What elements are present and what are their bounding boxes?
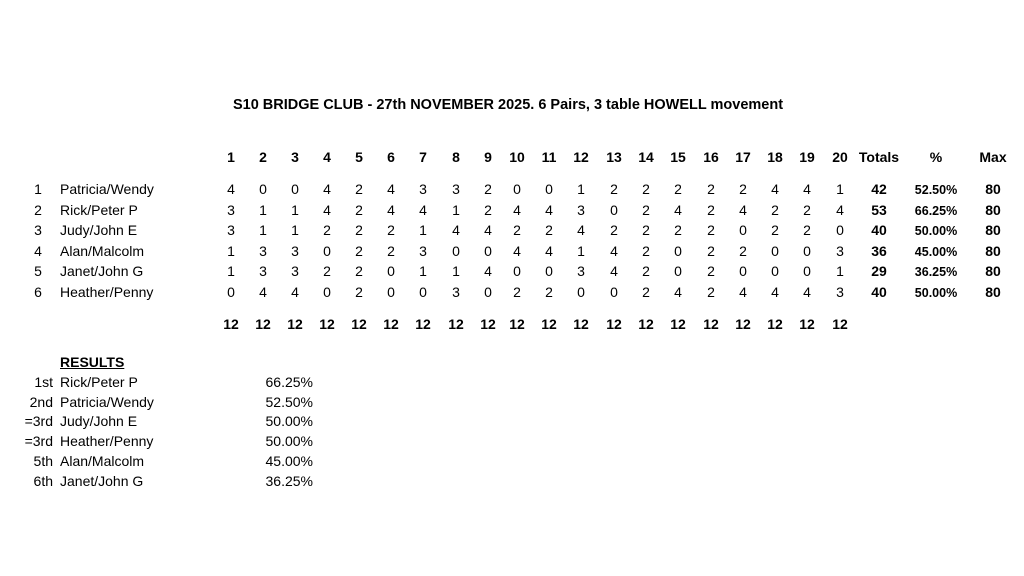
score-cell: 4 [227, 181, 235, 197]
score-cell: 1 [291, 222, 299, 239]
score-cell: 4 [323, 201, 331, 218]
score-cell: 2 [545, 284, 553, 300]
score-cell: 4 [323, 181, 331, 197]
score-cell: 1 [452, 201, 460, 218]
score-cell: 2 [484, 201, 492, 218]
board-header: 12 [573, 149, 589, 165]
score-cell: 0 [771, 242, 779, 259]
board-total: 12 [670, 316, 686, 332]
board-header: 18 [767, 149, 783, 165]
board-header: 3 [291, 149, 299, 165]
pair-number: 2 [34, 201, 42, 218]
board-header: 7 [419, 149, 427, 165]
score-cell: 3 [227, 222, 235, 239]
score-cell: 0 [739, 222, 747, 239]
pair-number: 4 [34, 242, 42, 259]
score-cell: 2 [642, 181, 650, 197]
board-total: 12 [638, 316, 654, 332]
score-cell: 2 [739, 242, 747, 259]
board-total: 12 [223, 316, 239, 332]
score-cell: 2 [707, 284, 715, 300]
score-cell: 0 [610, 284, 618, 300]
pair-total: 29 [871, 263, 887, 280]
result-percent: 36.25% [265, 472, 313, 489]
score-cell: 0 [545, 263, 553, 280]
score-cell: 0 [323, 284, 331, 300]
pair-max: 80 [985, 201, 1001, 218]
board-header: 13 [606, 149, 622, 165]
pair-name: Patricia/Wendy [60, 181, 154, 197]
score-cell: 0 [419, 284, 427, 300]
score-cell: 2 [387, 222, 395, 239]
board-total: 12 [573, 316, 589, 332]
score-cell: 3 [836, 284, 844, 300]
result-percent: 45.00% [265, 452, 313, 469]
score-cell: 0 [513, 263, 521, 280]
score-cell: 3 [419, 242, 427, 259]
pair-name: Alan/Malcolm [60, 242, 145, 259]
score-cell: 1 [577, 242, 585, 259]
score-cell: 2 [803, 201, 811, 218]
board-header: 19 [799, 149, 815, 165]
board-total: 12 [319, 316, 335, 332]
board-header: 17 [735, 149, 751, 165]
score-cell: 1 [227, 242, 235, 259]
score-cell: 2 [707, 242, 715, 259]
board-total: 12 [480, 316, 496, 332]
score-cell: 1 [259, 222, 267, 239]
pair-percent: 66.25% [914, 203, 958, 218]
pair-percent: 50.00% [914, 286, 958, 300]
score-cell: 0 [259, 181, 267, 197]
score-cell: 2 [323, 222, 331, 239]
score-cell: 4 [771, 284, 779, 300]
results-title: RESULTS [60, 354, 125, 370]
score-cell: 4 [452, 222, 460, 239]
score-cell: 4 [545, 201, 553, 218]
score-cell: 2 [642, 242, 650, 259]
result-name: Heather/Penny [60, 433, 154, 450]
board-header: 11 [541, 149, 557, 165]
score-cell: 0 [291, 181, 299, 197]
score-cell: 4 [484, 263, 492, 280]
score-cell: 2 [610, 222, 618, 239]
pair-total: 53 [871, 201, 887, 218]
score-cell: 0 [674, 263, 682, 280]
board-total: 12 [703, 316, 719, 332]
score-cell: 3 [259, 263, 267, 280]
score-cell: 1 [259, 201, 267, 218]
score-cell: 0 [803, 263, 811, 280]
page-title-text: S10 BRIDGE CLUB - 27th NOVEMBER 2025. 6 Pairs, 3 table HOWELL movement [232, 97, 784, 113]
result-rank: =3rd [24, 433, 53, 450]
score-cell: 0 [513, 181, 521, 197]
board-header: 15 [670, 149, 686, 165]
board-total: 12 [255, 316, 271, 332]
pair-max: 80 [985, 222, 1001, 239]
pair-max: 80 [985, 181, 1001, 197]
score-cell: 2 [674, 222, 682, 239]
score-cell: 0 [836, 222, 844, 239]
score-cell: 4 [577, 222, 585, 239]
result-percent: 50.00% [265, 413, 313, 430]
pair-number: 3 [34, 222, 42, 239]
score-cell: 4 [545, 242, 553, 259]
score-cell: 0 [323, 242, 331, 259]
score-cell: 2 [642, 263, 650, 280]
score-cell: 4 [610, 263, 618, 280]
score-cell: 4 [387, 181, 395, 197]
result-name: Judy/John E [60, 413, 138, 430]
score-cell: 3 [291, 242, 299, 259]
board-total: 12 [351, 316, 367, 332]
score-cell: 0 [484, 242, 492, 259]
score-cell: 2 [674, 181, 682, 197]
score-cell: 0 [610, 201, 618, 218]
pair-number: 6 [34, 284, 42, 300]
board-header: 10 [509, 149, 525, 165]
score-cell: 1 [452, 263, 460, 280]
score-cell: 1 [836, 263, 844, 280]
result-percent: 50.00% [265, 433, 313, 450]
score-cell: 3 [577, 263, 585, 280]
pair-total: 40 [871, 222, 887, 239]
score-cell: 3 [227, 201, 235, 218]
score-cell: 4 [674, 201, 682, 218]
pair-name: Judy/John E [60, 222, 138, 239]
board-total: 12 [448, 316, 464, 332]
score-cell: 2 [484, 181, 492, 197]
score-cell: 2 [513, 284, 521, 300]
totals-header: Totals [858, 149, 900, 165]
page-title [0, 97, 1024, 113]
score-cell: 0 [577, 284, 585, 300]
result-percent: 66.25% [265, 374, 313, 390]
result-name: Rick/Peter P [60, 374, 138, 390]
score-cell: 3 [577, 201, 585, 218]
max-header: Max [979, 149, 1007, 165]
pair-max: 80 [985, 242, 1001, 259]
pair-total: 42 [871, 181, 887, 197]
pair-max: 80 [985, 263, 1001, 280]
score-cell: 2 [513, 222, 521, 239]
result-rank: 1st [34, 374, 53, 390]
score-cell: 4 [771, 181, 779, 197]
result-rank: 6th [33, 472, 53, 489]
score-cell: 2 [642, 201, 650, 218]
score-cell: 3 [259, 242, 267, 259]
score-cell: 4 [674, 284, 682, 300]
board-total: 12 [767, 316, 783, 332]
board-header: 20 [832, 149, 848, 165]
result-rank: 2nd [29, 393, 53, 410]
score-cell: 4 [259, 284, 267, 300]
score-cell: 2 [355, 263, 363, 280]
score-cell: 0 [545, 181, 553, 197]
pair-max: 80 [985, 284, 1001, 300]
score-cell: 4 [513, 242, 521, 259]
score-cell: 1 [419, 222, 427, 239]
score-cell: 2 [610, 181, 618, 197]
board-header: 4 [323, 149, 331, 165]
score-cell: 2 [803, 222, 811, 239]
score-cell: 0 [387, 284, 395, 300]
score-cell: 4 [803, 181, 811, 197]
result-rank: 5th [33, 452, 53, 469]
board-total: 12 [606, 316, 622, 332]
score-cell: 1 [419, 263, 427, 280]
board-total: 12 [541, 316, 557, 332]
board-total: 12 [832, 316, 848, 332]
score-cell: 2 [355, 242, 363, 259]
score-cell: 2 [739, 181, 747, 197]
pair-percent: 50.00% [914, 224, 958, 239]
score-cell: 4 [610, 242, 618, 259]
score-cell: 0 [674, 242, 682, 259]
result-rank: =3rd [24, 413, 53, 430]
score-cell: 4 [419, 201, 427, 218]
board-total: 12 [509, 316, 525, 332]
pair-name: Rick/Peter P [60, 201, 138, 218]
score-cell: 1 [836, 181, 844, 197]
score-cell: 0 [452, 242, 460, 259]
result-name: Alan/Malcolm [60, 452, 145, 469]
pair-total: 40 [871, 284, 887, 300]
score-cell: 2 [707, 181, 715, 197]
score-cell: 4 [387, 201, 395, 218]
board-header: 5 [355, 149, 363, 165]
score-cell: 0 [227, 284, 235, 300]
score-cell: 4 [291, 284, 299, 300]
result-name: Patricia/Wendy [60, 393, 154, 410]
pair-name: Heather/Penny [60, 284, 154, 300]
score-cell: 2 [387, 242, 395, 259]
score-cell: 4 [484, 222, 492, 239]
score-cell: 4 [739, 201, 747, 218]
result-name: Janet/John G [60, 472, 144, 489]
pair-percent: 36.25% [914, 265, 958, 280]
score-cell: 0 [771, 263, 779, 280]
board-header: 16 [703, 149, 719, 165]
board-total: 12 [383, 316, 399, 332]
board-total: 12 [799, 316, 815, 332]
score-cell: 2 [545, 222, 553, 239]
score-cell: 2 [355, 222, 363, 239]
percent-header: % [929, 149, 943, 165]
pair-percent: 45.00% [914, 244, 958, 259]
score-cell: 2 [771, 222, 779, 239]
pair-total: 36 [871, 242, 887, 259]
score-cell: 4 [803, 284, 811, 300]
score-cell: 4 [739, 284, 747, 300]
score-cell: 3 [452, 284, 460, 300]
score-cell: 2 [642, 222, 650, 239]
pair-number: 5 [34, 263, 42, 280]
board-total: 12 [415, 316, 431, 332]
score-cell: 0 [387, 263, 395, 280]
score-cell: 4 [513, 201, 521, 218]
score-cell: 2 [707, 201, 715, 218]
board-header: 8 [452, 149, 460, 165]
board-header: 6 [387, 149, 395, 165]
score-cell: 4 [836, 201, 844, 218]
score-cell: 1 [291, 201, 299, 218]
score-cell: 3 [291, 263, 299, 280]
score-cell: 2 [355, 201, 363, 218]
score-cell: 3 [452, 181, 460, 197]
score-cell: 2 [707, 222, 715, 239]
score-cell: 2 [355, 181, 363, 197]
score-cell: 1 [577, 181, 585, 197]
score-cell: 3 [836, 242, 844, 259]
score-cell: 0 [803, 242, 811, 259]
score-cell: 2 [323, 263, 331, 280]
pair-percent: 52.50% [914, 183, 958, 197]
score-cell: 2 [707, 263, 715, 280]
score-cell: 0 [484, 284, 492, 300]
board-header: 9 [484, 149, 492, 165]
pair-name: Janet/John G [60, 263, 144, 280]
board-total: 12 [287, 316, 303, 332]
score-cell: 2 [642, 284, 650, 300]
board-total: 12 [735, 316, 751, 332]
score-cell: 1 [227, 263, 235, 280]
pair-number: 1 [34, 181, 42, 197]
board-header: 1 [227, 149, 235, 165]
board-header: 2 [259, 149, 267, 165]
result-percent: 52.50% [265, 393, 313, 410]
score-cell: 3 [419, 181, 427, 197]
score-cell: 2 [355, 284, 363, 300]
score-cell: 0 [739, 263, 747, 280]
board-header: 14 [638, 149, 654, 165]
score-cell: 2 [771, 201, 779, 218]
